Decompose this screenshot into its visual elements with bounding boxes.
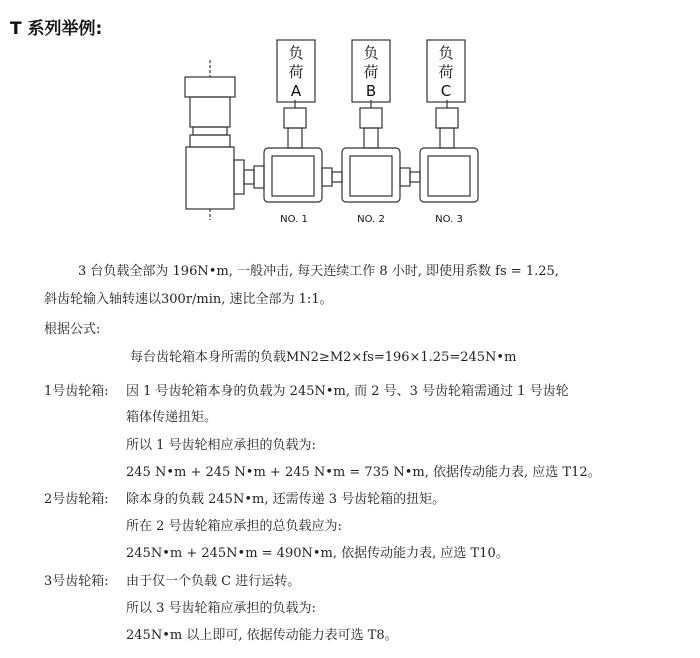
- load-a-line3: A: [290, 82, 302, 100]
- load-c-line2: 荷: [438, 63, 454, 81]
- intro-line-1: 3 台负载全部为 196N•m, 一般冲击, 每天连续工作 8 小时, 即使用系数 fs = 1.25,: [78, 264, 559, 279]
- gearbox-no2: [342, 100, 400, 202]
- intro-line-2: 斜齿轮输入轴转速以300r/min, 速比全部为 1:1。: [44, 292, 333, 307]
- gearbox2-label: 2号齿轮箱:: [44, 492, 109, 507]
- load-b-line2: 荷: [363, 63, 379, 81]
- unit-label-no3: NO. 3: [435, 214, 463, 225]
- gearbox1-line4: 245 N•m + 245 N•m + 245 N•m = 735 N•m, 依据传动能力表, 应选 T12。: [126, 465, 601, 480]
- gearbox-no3: [420, 100, 478, 202]
- gearbox2-line1: 除本身的负载 245N•m, 还需传递 3 号齿轮箱的扭矩。: [126, 492, 446, 507]
- gearbox-arrangement-diagram: [0, 0, 700, 240]
- page-title: T 系列举例:: [10, 19, 103, 39]
- motor: [185, 60, 244, 220]
- load-a-line2: 荷: [288, 63, 304, 81]
- coupling: [244, 166, 264, 188]
- load-b-line1: 负: [363, 44, 379, 62]
- basis-label: 根据公式:: [44, 322, 101, 337]
- gearbox3-line1: 由于仅一个负载 C 进行运转。: [126, 574, 301, 589]
- load-c-line3: C: [440, 82, 452, 100]
- gearbox1-label: 1号齿轮箱:: [44, 384, 109, 399]
- load-c-line1: 负: [438, 44, 454, 62]
- formula: 每台齿轮箱本身所需的负载MN2≥M2×fs=196×1.25=245N•m: [130, 350, 517, 365]
- gearbox3-line2: 所以 3 号齿轮箱应承担的负载为:: [126, 601, 316, 616]
- gearbox1-line2: 箱体传递扭矩。: [126, 410, 218, 425]
- gearbox3-label: 3号齿轮箱:: [44, 574, 109, 589]
- unit-label-no2: NO. 2: [357, 214, 385, 225]
- gearbox1-line3: 所以 1 号齿轮相应承担的负载为:: [126, 438, 316, 453]
- gearbox2-line3: 245N•m + 245N•m = 490N•m, 依据传动能力表, 应选 T10。: [126, 546, 509, 561]
- gearbox-no1: [264, 100, 322, 202]
- gearbox2-line2: 所在 2 号齿轮箱应承担的总负载应为:: [126, 519, 342, 534]
- load-a-line1: 负: [288, 44, 304, 62]
- gearbox1-line1: 因 1 号齿轮箱本身的负载为 245N•m, 而 2 号、3 号齿轮箱需通过 1 号齿轮: [126, 384, 569, 399]
- unit-label-no1: NO. 1: [280, 214, 308, 225]
- load-b-line3: B: [365, 82, 377, 100]
- gearbox3-line3: 245N•m 以上即可, 依据传动能力表可选 T8。: [126, 628, 398, 643]
